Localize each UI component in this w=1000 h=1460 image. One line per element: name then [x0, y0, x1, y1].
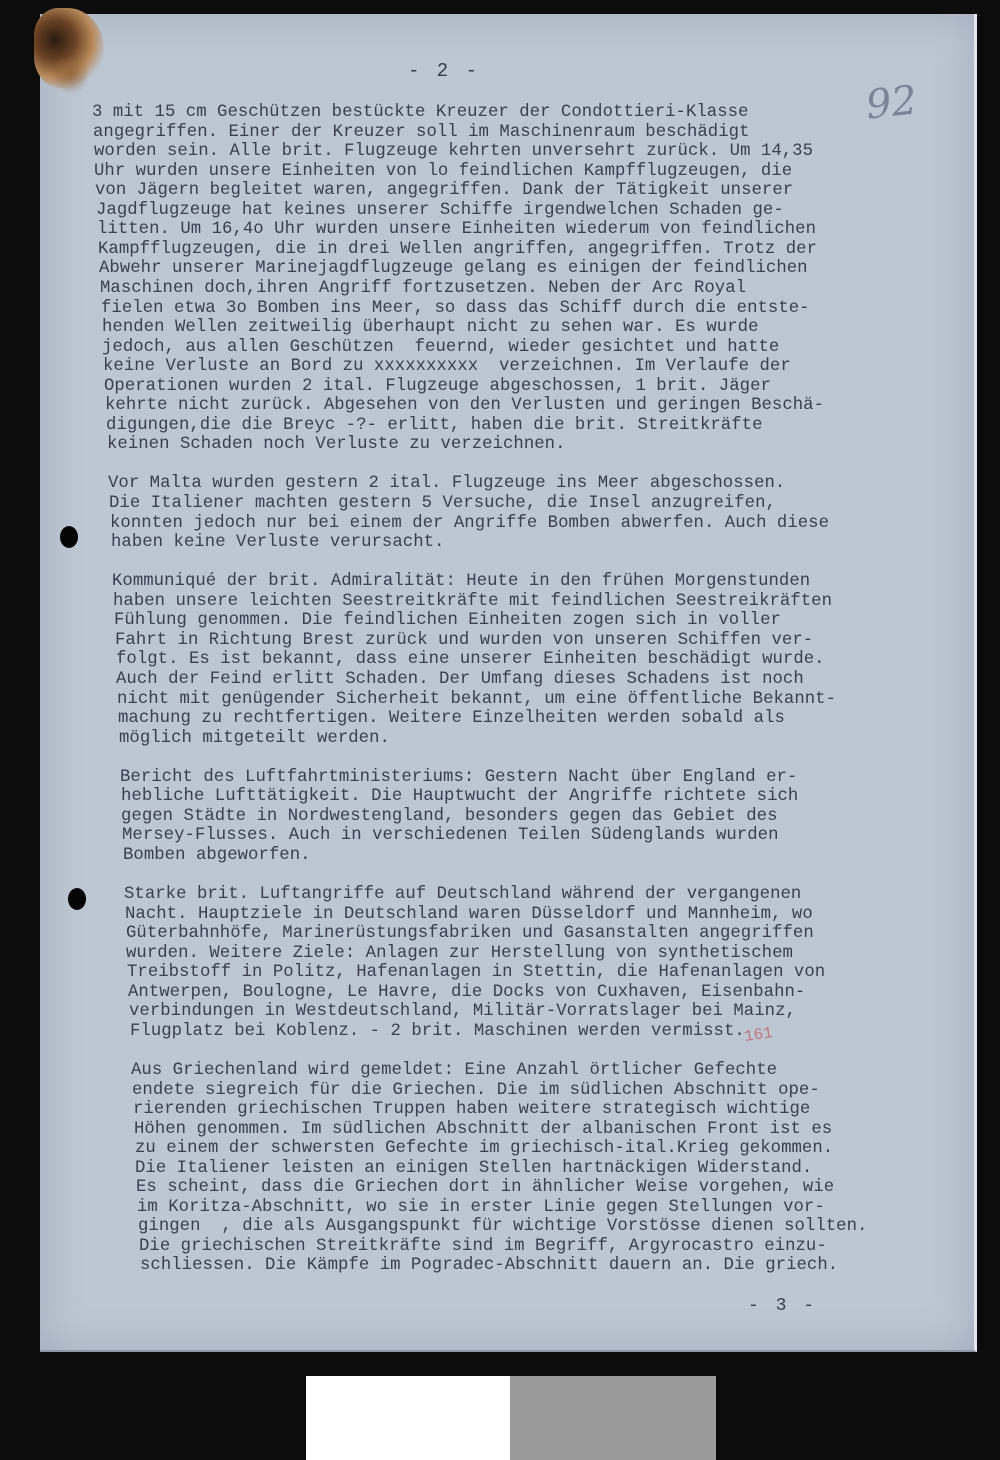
text-line: Es scheint, dass die Griechen dort in ähnlicher Weise vorgehen, wie	[136, 1178, 835, 1198]
text-line: digungen,die die Breyc -?- erlitt, haben die brit. Streitkräfte	[106, 415, 763, 435]
text-line: Flugplatz bei Koblenz. - 2 brit. Maschinen werden vermisst.	[130, 1021, 745, 1041]
text-line: wurden. Weitere Ziele: Anlagen zur Herstellung von synthetischem	[126, 943, 793, 963]
text-line: konnten jedoch nur bei einem der Angriffe Bomben abwerfen. Auch diese	[110, 513, 830, 533]
text-line: Auch der Feind erlitt Schaden. Der Umfang dieses Schadens ist noch	[116, 669, 804, 689]
text-line: Höhen genommen. Im südlichen Abschnitt der albanischen Front ist es	[134, 1119, 833, 1139]
text-line: folgt. Es ist bekannt, dass eine unserer Einheiten beschädigt wurde.	[116, 650, 825, 670]
text-line: Güterbahnhöfe, Marinerüstungsfabriken und Gasanstalten angegriffen	[126, 924, 814, 944]
text-line: Die Italiener leisten an einigen Stellen hartnäckigen Widerstand.	[135, 1158, 813, 1178]
text-line: endete siegreich für die Griechen. Die im südlichen Abschnitt ope-	[132, 1080, 820, 1100]
text-line: Abwehr unserer Marinejagdflugzeuge gelang es einigen der feindlichen	[99, 259, 808, 279]
text-line: nicht mit genügender Sicherheit bekannt, um eine öffentliche Bekannt-	[117, 689, 837, 709]
text-line: Nacht. Hauptziele in Deutschland waren Düsseldorf und Mannheim, wo	[125, 904, 813, 924]
punch-hole-lower	[68, 888, 86, 910]
text-line: litten. Um 16,4o Uhr wurden unsere Einheiten wiederum von feindlichen	[97, 220, 817, 240]
text-line: Fahrt in Richtung Brest zurück und wurden von unseren Schiffen ver-	[115, 630, 814, 650]
text-line: keine Verluste an Bord zu xxxxxxxxxx verzeichnen. Im Verlaufe der	[103, 357, 791, 377]
text-line: rierenden griechischen Truppen haben weitere strategisch wichtige	[133, 1100, 811, 1120]
text-line: im Koritza-Abschnitt, wo sie in erster Linie gegen Stellungen vor-	[137, 1197, 825, 1217]
burn-stain-halo	[50, 54, 90, 94]
color-chart-gray	[510, 1376, 716, 1460]
text-line: Antwerpen, Boulogne, Le Havre, die Docks von Cuxhaven, Eisenbahn-	[128, 982, 806, 1002]
text-line: Vor Malta wurden gestern 2 ital. Flugzeuge ins Meer abgeschossen.	[108, 474, 786, 494]
text-line: jedoch, aus allen Geschützen feuernd, wieder gesichtet und hatte	[102, 337, 780, 357]
text-line: verbindungen in Westdeutschland, Militär-Vorratslager bei Mainz,	[129, 1002, 796, 1022]
folio-number: 92	[863, 77, 920, 129]
next-page-marker: - 3 -	[748, 1296, 818, 1316]
text-line: Starke brit. Luftangriffe auf Deutschland während der vergangenen	[124, 885, 802, 904]
text-line: 3 mit 15 cm Geschützen bestückte Kreuzer der Condottieri-Klasse	[92, 103, 749, 122]
text-line: Bericht des Luftfahrtministeriums: Gestern Nacht über England er-	[120, 767, 798, 787]
punch-hole-upper	[60, 526, 78, 548]
text-line: angegriffen. Einer der Kreuzer soll im Maschinenraum beschädigt	[93, 122, 750, 142]
text-line: Die Italiener machten gestern 5 Versuche, die Insel anzugreifen,	[109, 494, 776, 513]
red-stamp-mark: 161	[742, 1024, 774, 1046]
color-chart-white	[306, 1376, 510, 1460]
text-line: Kommuniqué der brit. Admiralität: Heute in den frühen Morgenstunden	[112, 572, 811, 592]
text-line: Operationen wurden 2 ital. Flugzeuge abgeschossen, 1 brit. Jäger	[104, 376, 771, 396]
text-line: schliessen. Die Kämpfe im Pogradec-Abschnitt dauern an. Die griech.	[140, 1256, 839, 1276]
text-line: haben unsere leichten Seestreitkräfte mit feindlichen Seestreikräften	[113, 591, 833, 611]
text-line: Maschinen doch,ihren Angriff fortzusetzen. Neben der Arc Royal	[100, 278, 747, 298]
text-line: Mersey-Flusses. Auch in verschiedenen Teilen Südenglands wurden	[122, 826, 779, 846]
text-line: hebliche Lufttätigkeit. Die Hauptwucht der Angriffe richtete sich	[121, 787, 799, 807]
text-line: kehrte nicht zurück. Abgesehen von den Verlusten und geringen Beschä-	[105, 396, 825, 416]
text-line: von Jägern begleitet waren, angegriffen. Dank der Tätigkeit unserer	[95, 181, 794, 201]
text-line: möglich mitgeteilt werden.	[119, 728, 390, 748]
text-line: haben keine Verluste verursacht.	[111, 533, 445, 553]
text-line: Jagdflugzeuge hat keines unserer Schiffe irgendwelchen Schaden ge-	[96, 200, 784, 220]
text-line: Fühlung genommen. Die feindlichen Einheiten zogen sich in voller	[114, 611, 781, 631]
text-line: machung zu rechtfertigen. Weitere Einzelheiten werden sobald als	[118, 709, 785, 729]
text-line: worden sein. Alle brit. Flugzeuge kehrten unversehrt zurück. Um 14,35	[94, 142, 814, 162]
text-line: Uhr wurden unsere Einheiten von lo feindlichen Kampfflugzeugen, die	[94, 161, 793, 181]
text-line: keinen Schaden noch Verluste zu verzeichnen.	[107, 435, 566, 455]
text-line: fielen etwa 3o Bomben ins Meer, so dass das Schiff durch die entste-	[101, 298, 810, 318]
text-line: Aus Griechenland wird gemeldet: Eine Anzahl örtlicher Gefechte	[131, 1060, 778, 1080]
text-line: gingen , die als Ausgangspunkt für wichtige Vorstösse dienen sollten.	[138, 1217, 868, 1237]
text-line: Die griechischen Streitkräfte sind im Begriff, Argyrocastro einzu-	[139, 1236, 827, 1256]
text-line: zu einem der schwersten Gefechte im griechisch-ital.Krieg gekommen.	[135, 1139, 834, 1159]
text-line: Treibstoff in Politz, Hafenanlagen in Stettin, die Hafenanlagen von	[127, 963, 826, 983]
text-line: Kampfflugzeugen, die in drei Wellen angriffen, angegriffen. Trotz der	[98, 239, 818, 259]
page-number: - 2 -	[408, 60, 481, 82]
text-line: Bomben abgeworfen.	[123, 845, 311, 865]
text-line: henden Wellen zeitweilig überhaupt nicht zu sehen war. Es wurde	[102, 318, 759, 338]
text-line: gegen Städte in Nordwestengland, besonders gegen das Gebiet des	[121, 806, 778, 826]
